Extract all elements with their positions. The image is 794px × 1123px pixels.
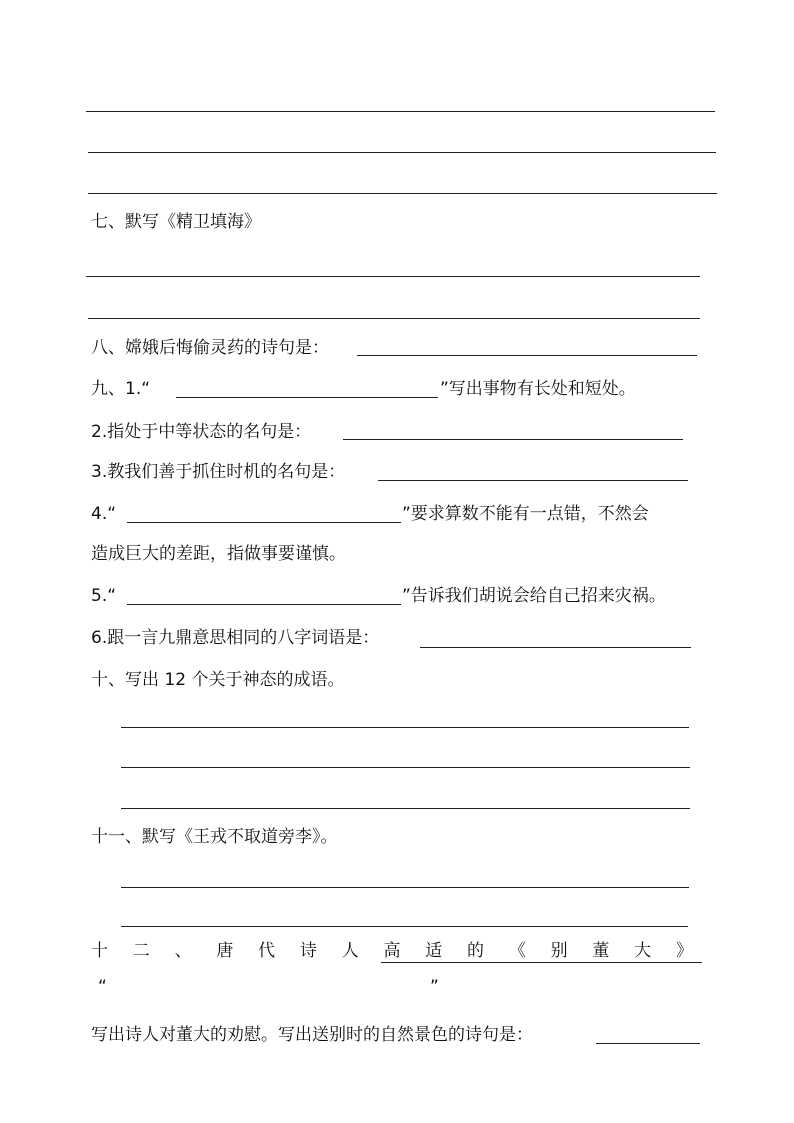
fill-blank[interactable]: [378, 480, 688, 481]
section-10-title: 十、写出 12 个关于神态的成语。: [91, 670, 345, 690]
section-9-item-2: 2.指处于中等状态的名句是：: [91, 422, 312, 442]
section-9-item-5-prefix: 5.“: [91, 586, 117, 606]
section-12-close-quote: ”: [430, 977, 439, 997]
answer-line[interactable]: [88, 152, 716, 153]
section-9-item-1-suffix: ”写出事物有长处和短处。: [440, 379, 636, 399]
answer-line[interactable]: [121, 808, 690, 809]
fill-blank[interactable]: [127, 604, 401, 605]
section-9-item-4-prefix: 4.“: [91, 504, 117, 524]
section-12-char: 别: [550, 941, 568, 961]
section-12-char: 大: [634, 941, 652, 961]
fill-blank[interactable]: [127, 522, 401, 523]
section-12-char: 的: [467, 941, 485, 961]
section-9-item-4-suffix: ”要求算数不能有一点错，不然会: [402, 504, 649, 524]
section-12-open-quote: “: [98, 977, 107, 997]
fill-blank[interactable]: [381, 962, 702, 963]
section-12-char: 十: [91, 941, 108, 961]
section-12-char: 高: [383, 941, 401, 961]
section-9-item-1-prefix: 九、1.“: [91, 379, 151, 399]
section-12-char: 唐: [216, 941, 234, 961]
fill-blank[interactable]: [596, 1043, 700, 1044]
answer-line[interactable]: [121, 887, 689, 888]
section-12-question: 写出诗人对董大的劝慰。写出送别时的自然景色的诗句是：: [91, 1025, 533, 1045]
section-7-title: 七、默写《精卫填海》: [91, 212, 261, 232]
fill-blank[interactable]: [420, 647, 691, 648]
section-9-item-3: 3.教我们善于抓住时机的名句是：: [91, 462, 346, 482]
fill-blank[interactable]: [343, 439, 683, 440]
answer-line[interactable]: [121, 767, 690, 768]
section-12-char: 诗: [299, 941, 317, 961]
section-12-char: 、: [174, 941, 192, 961]
answer-line[interactable]: [88, 193, 717, 194]
section-9-item-4-continuation: 造成巨大的差距，指做事要谨慎。: [91, 544, 346, 564]
section-9-item-5-suffix: ”告诉我们胡说会给自己招来灾祸。: [402, 586, 666, 606]
section-11-title: 十一、默写《王戎不取道旁李》。: [91, 827, 338, 847]
answer-line[interactable]: [121, 926, 688, 927]
fill-blank[interactable]: [176, 397, 438, 398]
answer-line[interactable]: [86, 276, 700, 277]
section-12-char: 董: [592, 941, 610, 961]
section-12-char: 适: [425, 941, 443, 961]
section-12-char: 》: [675, 941, 693, 961]
section-9-item-6: 6.跟一言九鼎意思相同的八字词语是：: [91, 628, 380, 648]
answer-line[interactable]: [88, 318, 700, 319]
section-12-char: 人: [341, 941, 359, 961]
fill-blank[interactable]: [357, 355, 697, 356]
section-12-title: [91, 940, 693, 962]
section-8-question: 八、嫦娥后悔偷灵药的诗句是：: [91, 338, 329, 358]
section-12-char: 代: [258, 941, 276, 961]
section-12-char: 《: [508, 941, 526, 961]
answer-line[interactable]: [121, 727, 689, 728]
answer-line[interactable]: [86, 111, 715, 112]
section-12-char: 二: [132, 941, 150, 961]
